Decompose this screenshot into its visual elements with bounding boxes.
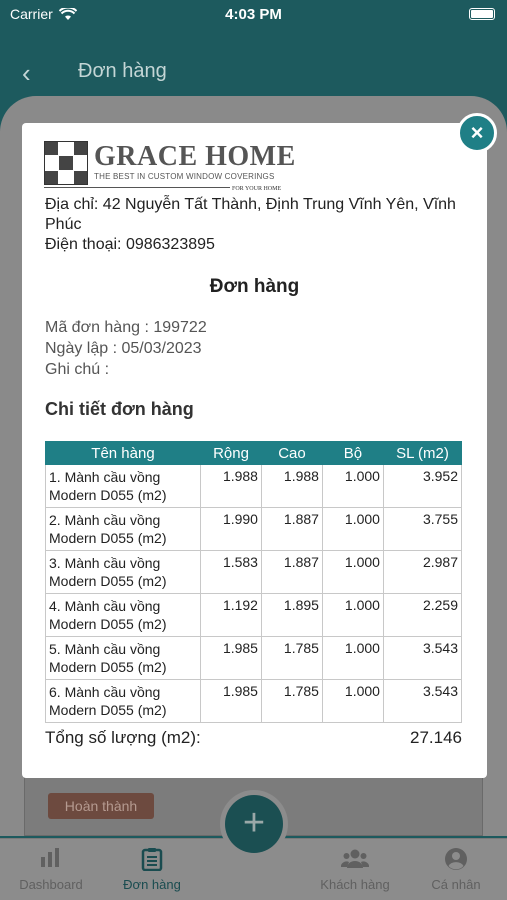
total-value: 27.146 [410, 728, 462, 747]
cell-qty: 3.543 [383, 637, 461, 680]
person-icon [406, 847, 506, 873]
col-header-width: Rộng [201, 442, 262, 465]
cell-height: 1.887 [261, 551, 322, 594]
clipboard-icon [102, 847, 202, 873]
cell-set: 1.000 [322, 465, 383, 508]
company-address: Địa chỉ: 42 Nguyễn Tất Thành, Định Trung Vĩnh Yên, Vĩnh Phúc [45, 196, 456, 233]
cell-width: 1.990 [201, 508, 262, 551]
order-code: Mã đơn hàng : 199722 [45, 319, 207, 336]
cell-width: 1.583 [201, 551, 262, 594]
order-detail-modal [22, 123, 487, 778]
cell-qty: 3.543 [383, 680, 461, 723]
back-chevron-icon[interactable]: ‹ [22, 58, 31, 88]
modal-title: Đơn hàng [209, 276, 300, 297]
table-row [46, 551, 462, 594]
order-items-table [45, 441, 462, 723]
table-row [46, 680, 462, 723]
users-icon [305, 847, 405, 873]
table-row [46, 465, 462, 508]
tab-label: Đơn hàng [123, 877, 181, 892]
cell-set: 1.000 [322, 637, 383, 680]
add-order-button[interactable]: + [225, 795, 283, 853]
tab-label: Dashboard [19, 877, 83, 892]
cell-qty: 2.987 [383, 551, 461, 594]
tab-customers[interactable] [305, 847, 405, 892]
tab-profile[interactable] [406, 847, 506, 892]
order-date: Ngày lập : 05/03/2023 [45, 340, 202, 357]
cell-width: 1.192 [201, 594, 262, 637]
logo-tagline: THE BEST IN CUSTOM WINDOW COVERINGS [94, 172, 275, 181]
tab-dashboard[interactable] [1, 847, 101, 892]
cell-height: 1.895 [261, 594, 322, 637]
tab-label: Khách hàng [320, 877, 390, 892]
cell-name: 5. Mành cầu vồng Modern D055 (m2) [46, 637, 201, 680]
battery-icon [469, 8, 495, 20]
table-row [46, 637, 462, 680]
tab-orders[interactable] [102, 847, 202, 892]
cell-name: 6. Mành cầu vồng Modern D055 (m2) [46, 680, 201, 723]
details-title: Chi tiết đơn hàng [45, 399, 194, 419]
cell-qty: 2.259 [383, 594, 461, 637]
cell-qty: 3.952 [383, 465, 461, 508]
cell-qty: 3.755 [383, 508, 461, 551]
status-badge: Hoàn thành [48, 793, 154, 819]
cell-name: 3. Mành cầu vồng Modern D055 (m2) [46, 551, 201, 594]
cell-width: 1.985 [201, 680, 262, 723]
cell-height: 1.887 [261, 508, 322, 551]
table-row [46, 594, 462, 637]
cell-height: 1.785 [261, 680, 322, 723]
cell-name: 2. Mành cầu vồng Modern D055 (m2) [46, 508, 201, 551]
col-header-name: Tên hàng [46, 442, 201, 465]
cell-height: 1.785 [261, 637, 322, 680]
close-icon[interactable]: × [457, 113, 497, 153]
tab-label: Cá nhân [431, 877, 481, 892]
table-row [46, 508, 462, 551]
grace-home-logo [44, 141, 296, 195]
carrier-label: Carrier [10, 6, 53, 22]
logo-subtagline: FOR YOUR HOME [232, 186, 282, 192]
chart-bar-icon [1, 847, 101, 873]
cell-name: 1. Mành cầu vồng Modern D055 (m2) [46, 465, 201, 508]
status-bar [0, 0, 507, 30]
clock: 4:03 PM [225, 6, 282, 23]
page-title: Đơn hàng [78, 60, 167, 82]
cell-set: 1.000 [322, 594, 383, 637]
col-header-set: Bộ [322, 442, 383, 465]
cell-set: 1.000 [322, 551, 383, 594]
cell-name: 4. Mành cầu vồng Modern D055 (m2) [46, 594, 201, 637]
total-label: Tổng số lượng (m2): [45, 728, 201, 747]
col-header-height: Cao [261, 442, 322, 465]
cell-width: 1.985 [201, 637, 262, 680]
table-header-row [46, 442, 462, 465]
cell-height: 1.988 [261, 465, 322, 508]
col-header-qty: SL (m2) [383, 442, 461, 465]
cell-width: 1.988 [201, 465, 262, 508]
cell-set: 1.000 [322, 680, 383, 723]
company-phone: Điện thoại: 0986323895 [45, 236, 215, 253]
logo-mark-icon [44, 141, 88, 185]
cell-set: 1.000 [322, 508, 383, 551]
navbar [0, 50, 507, 94]
order-note: Ghi chú : [45, 361, 110, 378]
logo-brand: GRACE HOME [94, 141, 296, 172]
